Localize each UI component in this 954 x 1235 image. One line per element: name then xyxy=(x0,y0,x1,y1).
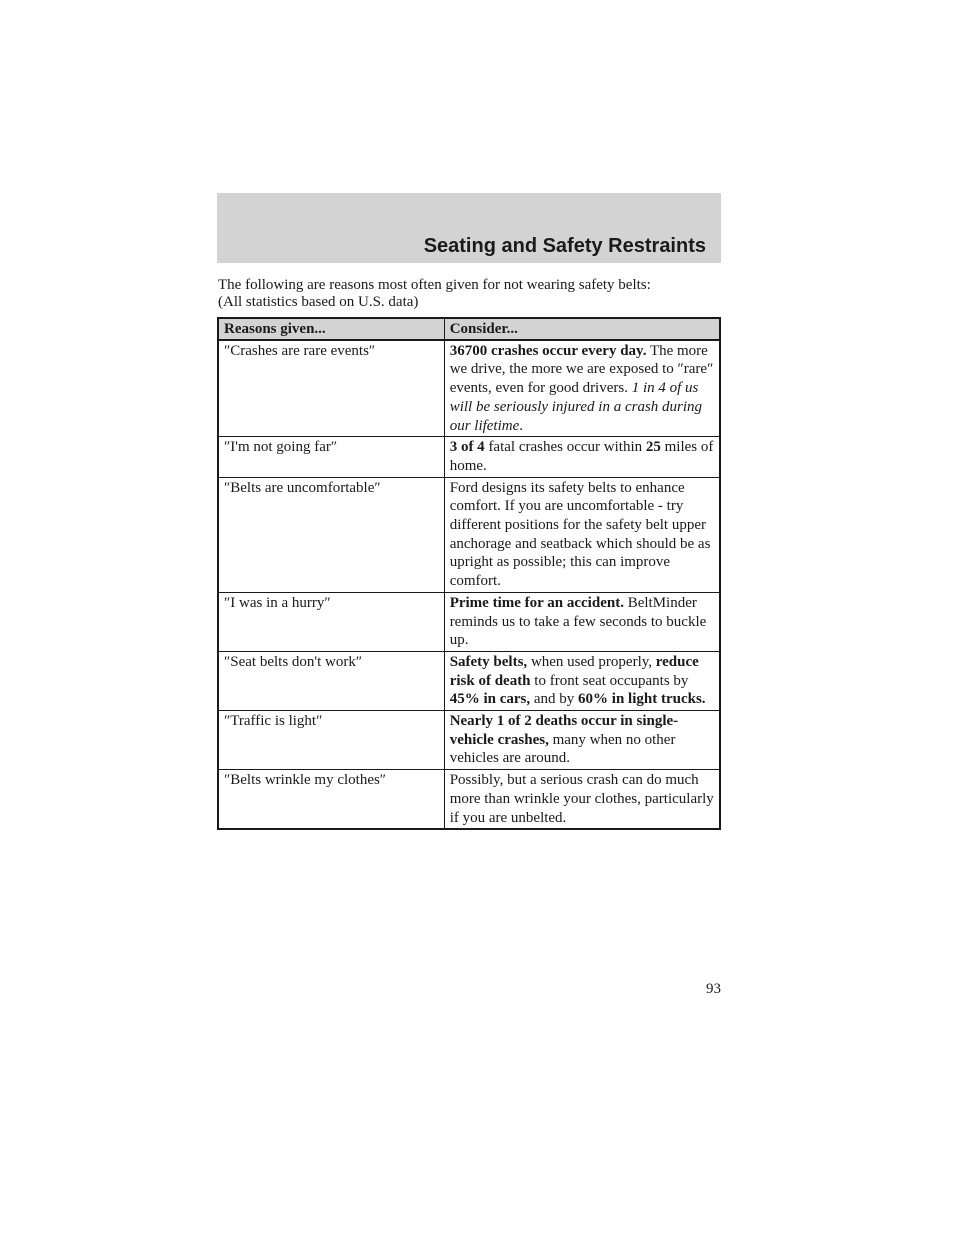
consider-text-normal: to front seat occupants by xyxy=(530,672,689,689)
table-row xyxy=(218,651,720,710)
consider-text-normal: BeltMinder reminds us to take a few seconds to buckle up. xyxy=(449,594,707,649)
consider-text-normal: The more we drive, the more we are exposed to ″rare″ events, even for good drivers. xyxy=(449,342,714,397)
reason-cell: ″Belts are uncomfortable″ xyxy=(218,477,444,592)
consider-text-normal: fatal crashes occur within xyxy=(484,439,646,456)
intro-line-1: The following are reasons most often given for not wearing safety belts: xyxy=(218,277,651,293)
consider-text-normal: many when no other vehicles are around. xyxy=(449,731,676,767)
table-row xyxy=(218,770,720,830)
reason-cell: ″Seat belts don't work″ xyxy=(218,651,444,710)
consider-text-bold: Prime time for an accident. xyxy=(449,594,624,611)
consider-text-normal: Ford designs its safety belts to enhance comfort. If you are uncomfortable - try different positions for the safety belt upper anchorage and seatback which should be as upright as possible; this can improve comfort. xyxy=(449,479,711,590)
reason-cell: ″Belts wrinkle my clothes″ xyxy=(218,770,444,830)
consider-text-normal: and by xyxy=(530,691,579,708)
reason-cell: ″Crashes are rare events″ xyxy=(218,340,444,437)
section-header-band xyxy=(217,193,721,263)
table-body xyxy=(218,340,720,830)
table-header-row xyxy=(218,318,720,340)
consider-text-italic: 1 in 4 of us will be seriously injured in a crash during our lifetime xyxy=(449,380,703,434)
consider-text-normal: Possibly, but a serious crash can do much more than wrinkle your clothes, particularly if you are unbelted. xyxy=(449,772,714,826)
consider-text-bold: 45% in cars, xyxy=(449,691,531,708)
column-header-consider: Consider... xyxy=(444,318,720,340)
consider-text-bold: 25 xyxy=(645,439,661,456)
table-row xyxy=(218,340,720,437)
table-row xyxy=(218,477,720,592)
consider-cell xyxy=(444,477,720,592)
reasons-table xyxy=(217,317,721,830)
table-row xyxy=(218,592,720,651)
consider-text-bold: 36700 crashes occur every day. xyxy=(449,342,647,359)
consider-cell xyxy=(444,437,720,477)
table-row xyxy=(218,437,720,477)
page-number: 93 xyxy=(706,981,721,997)
consider-text-normal: when used properly, xyxy=(527,653,656,670)
consider-text-bold: reduce risk of death xyxy=(449,653,699,689)
consider-cell xyxy=(444,770,720,830)
section-title: Seating and Safety Restraints xyxy=(423,235,706,257)
consider-text-bold: Nearly 1 of 2 deaths occur in single-vehicle crashes, xyxy=(449,713,679,748)
consider-text-bold: 60% in light trucks. xyxy=(578,691,706,708)
consider-text-bold: 3 of 4 xyxy=(449,439,485,456)
consider-text-normal: miles of home. xyxy=(449,439,714,474)
consider-cell xyxy=(444,711,720,770)
consider-text-normal: . xyxy=(519,417,524,434)
consider-cell xyxy=(444,651,720,710)
intro-line-2: (All statistics based on U.S. data) xyxy=(218,293,419,310)
reason-cell: ″I was in a hurry″ xyxy=(218,592,444,651)
column-header-reasons: Reasons given... xyxy=(218,318,444,340)
reason-cell: ″I'm not going far″ xyxy=(218,437,444,477)
consider-cell xyxy=(444,340,720,437)
consider-cell xyxy=(444,592,720,651)
reason-cell: ″Traffic is light″ xyxy=(218,711,444,770)
table-row xyxy=(218,711,720,770)
intro-paragraph xyxy=(218,277,722,310)
consider-text-bold: Safety belts, xyxy=(449,653,528,670)
